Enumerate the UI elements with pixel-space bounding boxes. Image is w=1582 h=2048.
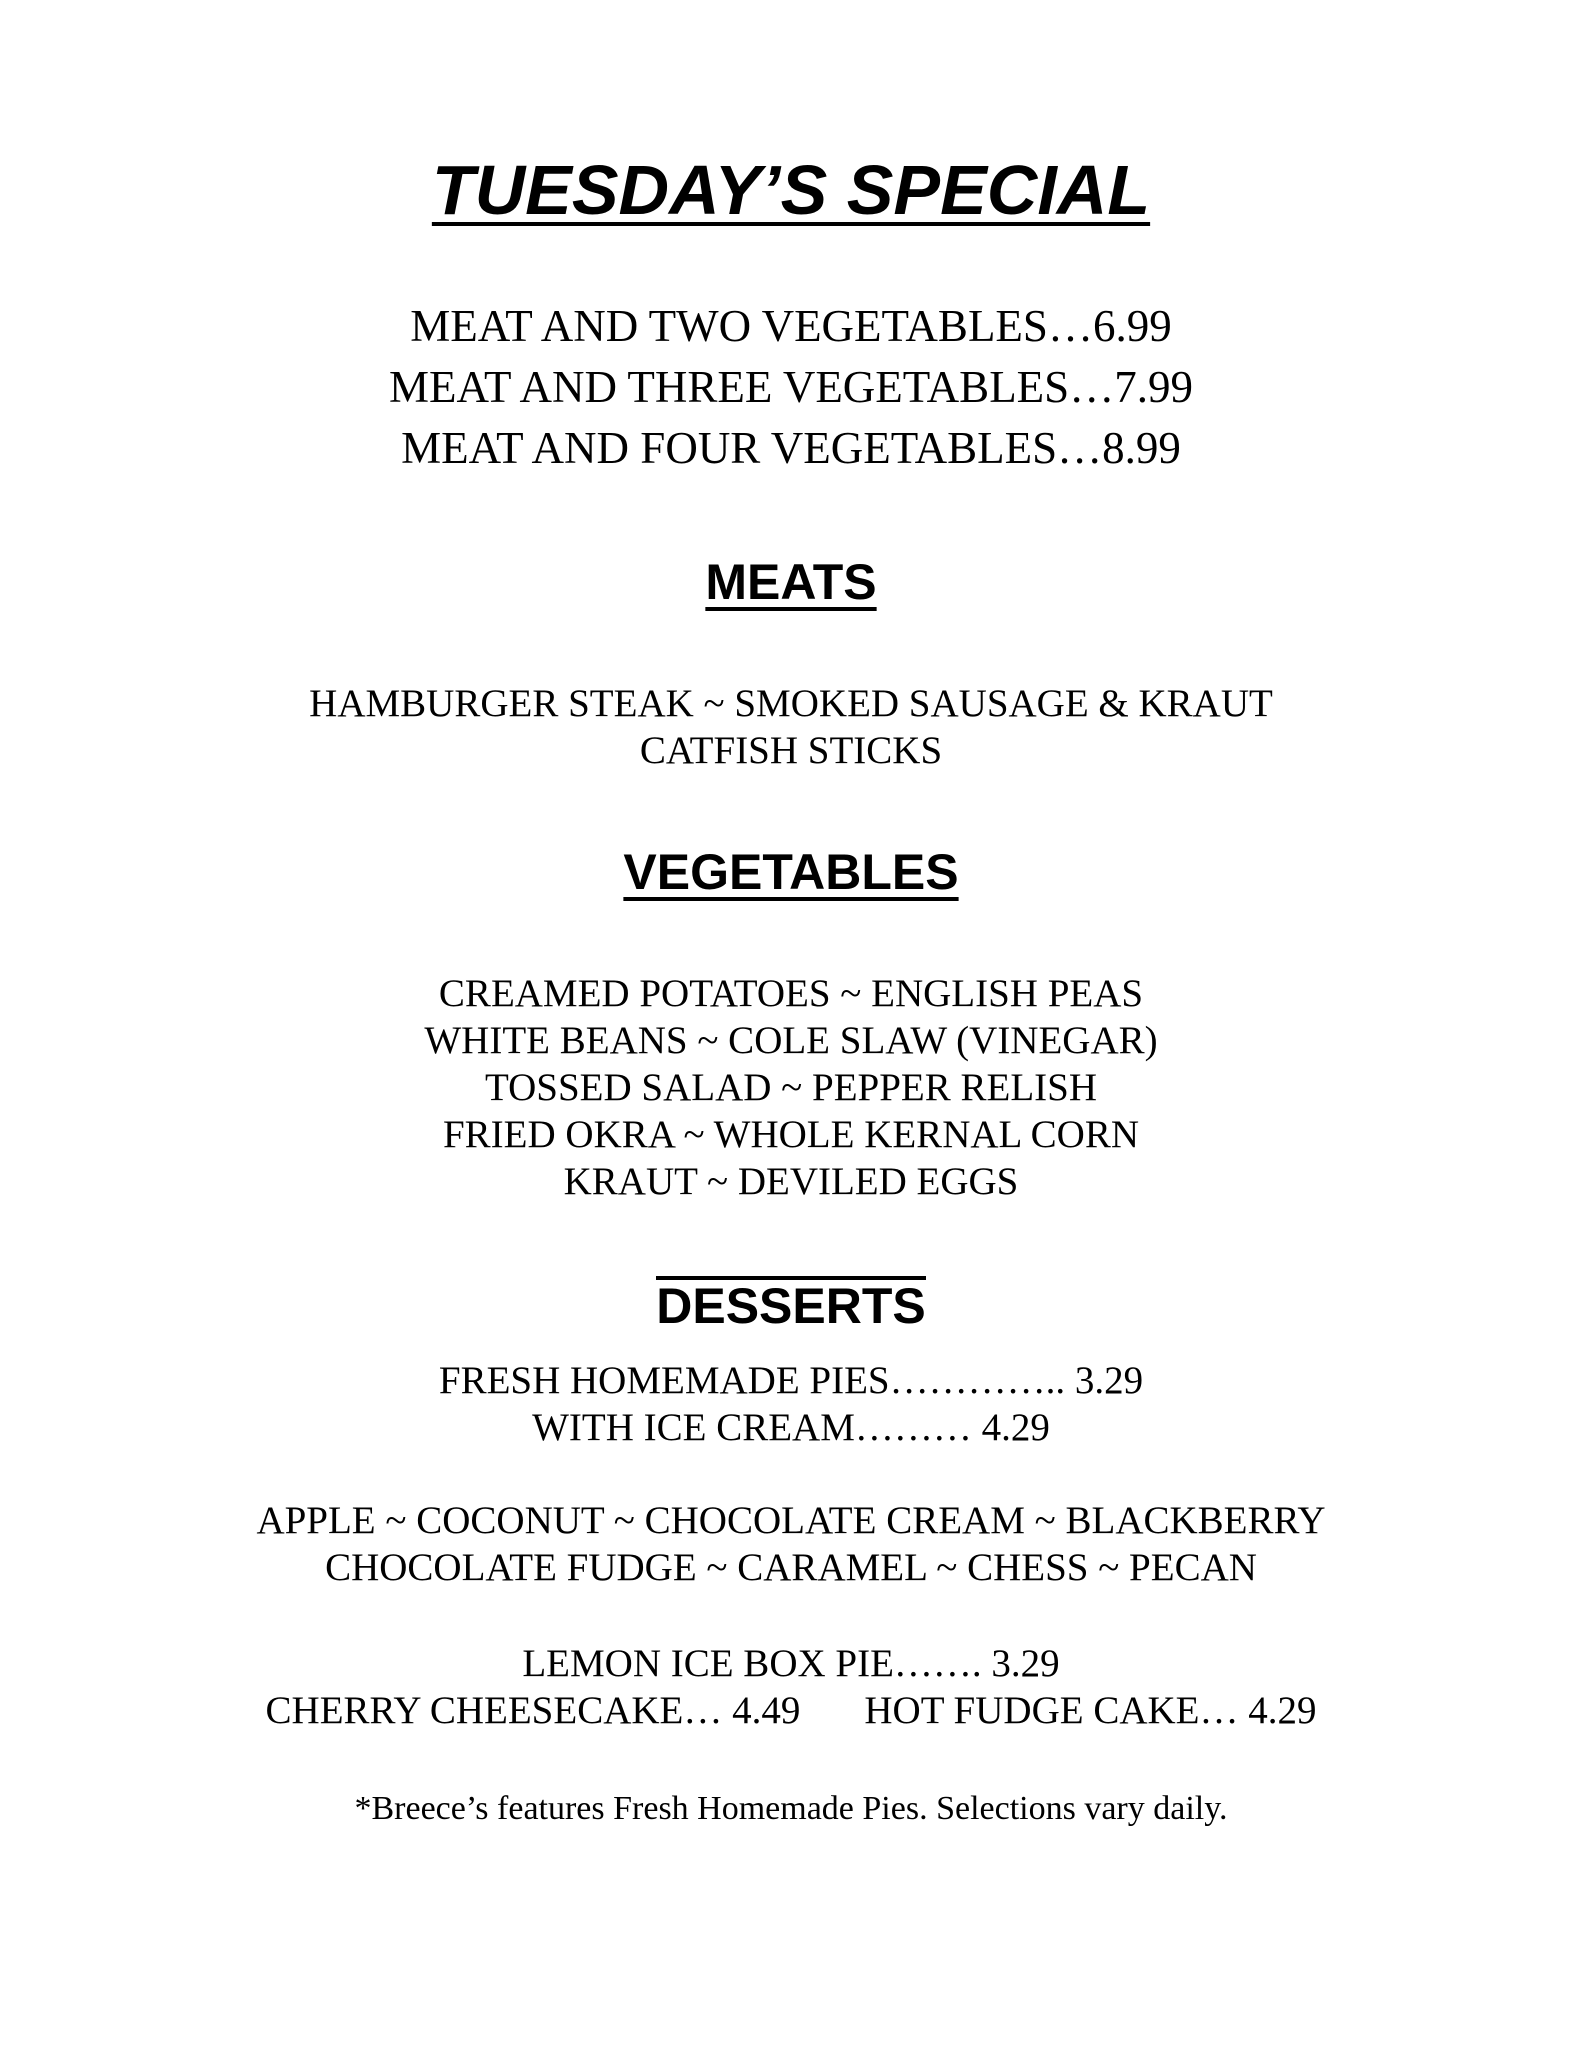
pie-price-line: WITH ICE CREAM……… 4.29 [532, 1406, 1050, 1449]
footnote [0, 1788, 1582, 1830]
pie-prices [0, 1357, 1582, 1451]
special-price-line: MEAT AND FOUR VEGETABLES…8.99 [401, 423, 1181, 473]
meats-heading-text: MEATS [705, 554, 877, 610]
desserts-heading-text: DESSERTS [656, 1278, 926, 1334]
vegetable-line: KRAUT ~ DEVILED EGGS [563, 1160, 1019, 1203]
vegetables-heading-text: VEGETABLES [623, 844, 959, 900]
pie-flavors [0, 1497, 1582, 1591]
vegetable-line: CREAMED POTATOES ~ ENGLISH PEAS [438, 972, 1144, 1015]
meat-line: CATFISH STICKS [639, 729, 943, 772]
footnote-text: *Breece’s features Fresh Homemade Pies. Selections vary daily. [354, 1790, 1228, 1827]
lemon-pie-line: LEMON ICE BOX PIE……. 3.29 [522, 1642, 1060, 1685]
special-price-line: MEAT AND TWO VEGETABLES…6.99 [410, 301, 1172, 351]
fudge-cake-price: HOT FUDGE CAKE… 4.29 [864, 1689, 1317, 1732]
meat-line: HAMBURGER STEAK ~ SMOKED SAUSAGE & KRAUT [309, 682, 1273, 725]
page-title-text: TUESDAY’S SPECIAL [431, 151, 1151, 229]
pie-flavor-line: APPLE ~ COCONUT ~ CHOCOLATE CREAM ~ BLACKBERRY [256, 1499, 1326, 1542]
vegetable-line: TOSSED SALAD ~ PEPPER RELISH [485, 1066, 1097, 1109]
vegetable-line: WHITE BEANS ~ COLE SLAW (VINEGAR) [424, 1019, 1158, 1062]
cake-prices [0, 1687, 1582, 1734]
special-price-line: MEAT AND THREE VEGETABLES…7.99 [389, 362, 1193, 412]
vegetables-heading [0, 842, 1582, 902]
page-title [0, 150, 1582, 230]
vegetables-list [0, 970, 1582, 1205]
lemon-pie-price [0, 1640, 1582, 1687]
meats-heading [0, 552, 1582, 612]
meats-list [0, 680, 1582, 774]
pie-flavor-line: CHOCOLATE FUDGE ~ CARAMEL ~ CHESS ~ PECAN [325, 1546, 1257, 1589]
vegetable-line: FRIED OKRA ~ WHOLE KERNAL CORN [442, 1113, 1140, 1156]
desserts-heading [0, 1276, 1582, 1336]
pie-price-line: FRESH HOMEMADE PIES………….. 3.29 [438, 1359, 1144, 1402]
special-prices [0, 296, 1582, 479]
cheesecake-price: CHERRY CHEESECAKE… 4.49 [265, 1689, 801, 1732]
